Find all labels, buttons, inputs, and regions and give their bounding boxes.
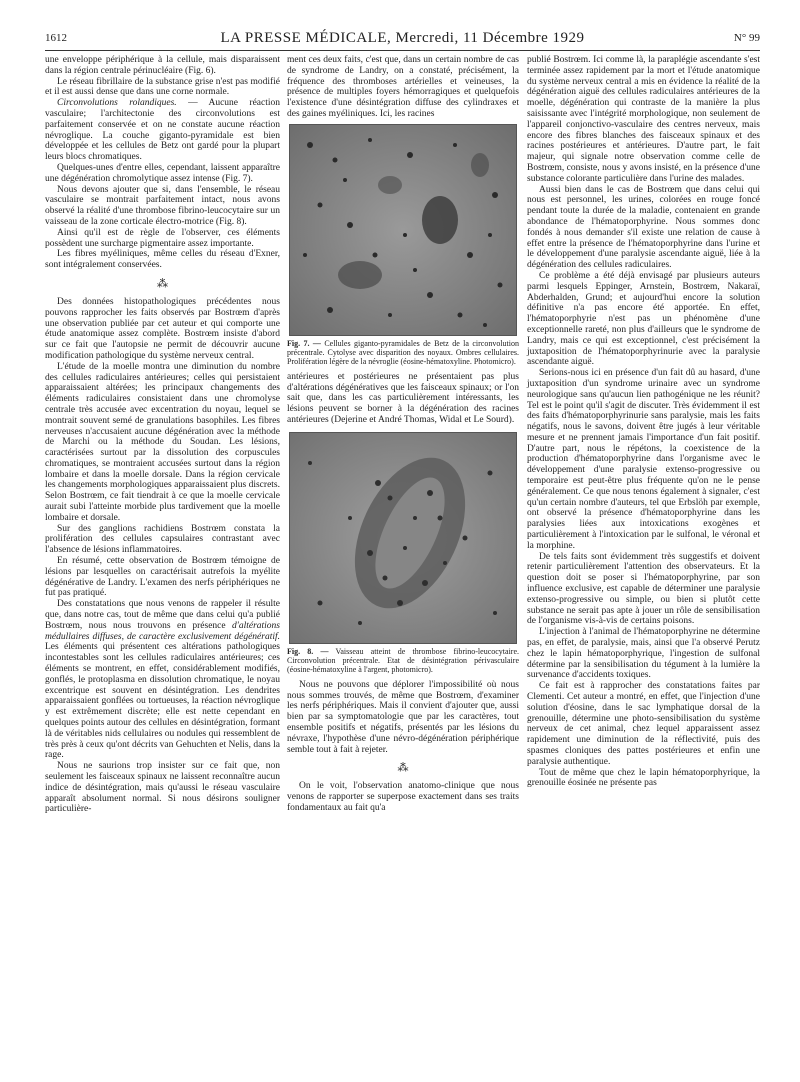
paragraph [45,98,280,163]
caption-text: Vaisseau atteint de thrombose fibrino-leucocytaire. Circonvolution précentrale. Etat de désintégration périvasculaire (éosine-hématoxyline à l'argent, photomicro). [287,646,519,674]
section-separator: ⁂ [157,277,168,290]
figure-label: Fig. 8. — [287,646,329,656]
column-right [527,55,760,789]
page-header [45,30,760,50]
photomicrograph-image [290,125,516,335]
paragraph: Nous devons ajouter que si, dans l'ensemble, le réseau vasculaire se montrait parfaitement intact, nous avons observé la réalité d'une thrombose fibrino-leucocytaire sur un vaisseau de la zone corticale électro-motrice (Fig. 8). [45,184,280,227]
paragraph: publié Bostrœm. Ici comme là, la paraplégie ascendante s'est terminée assez rapidement par la mort et l'étude anatomique du système nerveux central a mis en évidence la réalité de la dégénération aiguë des cellules radiculaires antérieures de la moelle, dégénération qui contraste de la manière la plus saisissante avec l'intégrité morphologique, non seulement de l'appareil conjonctivo-vasculaire des centres nerveux, mais encore des fibres blanches des faisceaux spinaux et des racines postérieures et antérieures. D'autre part, le fait majeur, qui signale notre observation comme celle de Bostrœm, consiste, nous y avons insisté, en la présence d'une substance colorante particulière dans l'urine des malades. [527,55,760,184]
paragraph: Des données histopathologiques précédentes nous pouvons rapprocher les faits observés par Bostrœm d'après une observation publiée par cet auteur et qui comporte une étude anatomique assez complète. Bostrœm insiste d'abord sur ce fait que l'autopsie ne permit de découvrir aucune modification pathologique du système nerveux central. [45,296,280,361]
header-rule [45,50,760,51]
paragraph: On le voit, l'observation anatomo-clinique que nous venons de rapporter se superpose exactement dans ses traits fondamentaux au fait qu'a [287,781,519,813]
paragraph: En résumé, cette observation de Bostrœm témoigne de lésions par lesquelles on caractérisait autrefois la myélite dégénérative de Landry. L'examen des nerfs périphériques ne fut pas pratiqué. [45,556,280,599]
paragraph: Ce fait est à rapprocher des constatations faites par Clementi. Cet auteur a montré, en effet, que l'injection d'une solution d'éosine, dans le sac lymphatique dorsal de la grenouille, détermine une photo-sensibilisation du système nerveux de cet animal, chez lequel apparaissent assez rapidement une diminution de la réflectivité, puis des spasmes cloniques des pattes postérieures et enfin une paralysie authentique. [527,681,760,767]
paragraph [45,599,280,761]
paragraph: ment ces deux faits, c'est que, dans un certain nombre de cas de syndrome de Landry, on a constaté, précisément, la fréquence des thromboses artérielles et veineuses, la présence de multiples foyers hémorragiques et quelquefois l'existence d'une désintégration diffuse des cylindraxes et des gaines myéliniques. Ici, les racines [287,55,519,119]
paragraph: L'injection à l'animal de l'hématoporphyrine ne détermine pas, en effet, de paralysie, mais, ainsi que l'a observé Perutz chez le lapin hématoporphyrique, l'ingestion de sulfonal détermine par la sensibilisation du tégument à la lumière la survenance d'accidents toxiques. [527,627,760,681]
emphasis-text: d'altérations médullaires diffuses, de caractère exclusivement dégénératif. [45,620,280,642]
paragraph-text: Les éléments qui présentent ces altérations pathologiques incontestables sont les cellules radiculaires antérieures; ces éléments se montrent, en effet, considérablement modifiés, gonflés, le protoplasma en dissolution chromatique, le noyau excentrique est souvent en désintégration. Les dendrites apparaissaient gonflées ou tortueuses, la réaction névroglique y est extrêmement discrète; elle est nette cependant en quelques points autour des cellules en désintégration, formant là de véritables nids cellulaires ou nodules qui ressemblent de très près à ceux qu'ont décrits van Gehuchten et Nelis, dans la rage. [45,642,280,761]
figure-8-photomicrograph [289,432,517,644]
paragraph: De tels faits sont évidemment très suggestifs et doivent retenir particulièrement l'attention des observateurs. Et la question doit se poser si l'hématoporphyrine, par son influence exclusive, est capable de déterminer une paralysie extenso-progressive ou simple, ou bien si plutôt cette substance ne serait pas apte à jouer un rôle de sensibilisation de l'organisme vis-à-vis de certains poisons. [527,551,760,627]
paragraph: Les fibres myéliniques, même celles du réseau d'Exner, sont intégralement conservées. [45,249,280,271]
caption-text: Cellules giganto-pyramidales de Betz de la circonvolution précentrale. Cytolyse avec disparition des noyaux. Ombres cellulaires. Prolifération légère de la névroglie (éosine-hématoxyline. Photomicro). [287,338,519,366]
paragraph: Ainsi qu'il est de règle de l'observer, ces éléments possèdent une surcharge pigmentaire assez importante. [45,227,280,249]
section-heading: Circonvolutions rolandiques. [57,98,177,109]
column-middle [287,55,519,814]
section-separator: ⁂ [397,762,409,775]
paragraph: Ce problème a été déjà envisagé par plusieurs auteurs parmi lesquels Eppinger, Arnstein, Bostrœm, Nakaraï, Abderhalden, Grund; et aujourd'hui encore la solution définitive n'a pas encore été apportée. En effet, l'hématoporphyrie n'est pas un phénomène d'une exceptionnelle rareté, non plus d'ailleurs que le syndrome de Landry, mais ce qui est exceptionnel, c'est précisément la juxtaposition de l'hématoporphyrinurie avec la paralysie ascendante aiguë. [527,270,760,368]
paragraph: Nous ne pouvons que déplorer l'impossibilité où nous nous sommes trouvés, de même que Bostrœm, d'examiner les nerfs périphériques. Mais il convient d'ajouter que, aussi bien par sa symptomatologie que par les caractères, tout ensemble positifs et négatifs, présentés par les lésions du névraxe, l'hypothèse d'une névro-dégénération périphérique semble tout à fait à rejeter. [287,679,519,755]
issue-number: N° 99 [733,32,760,44]
paragraph: Serions-nous ici en présence d'un fait dû au hasard, d'une juxtaposition d'un syndrome urinaire avec un syndrome neurologique sans qu'aucun lien pathogénique ne les réunit? Tel est le point qu'il s'agit de discuter. Très évidemment il est des faits d'hématoporphyrinurie sans paralysie, mais les faits négatifs, nous le savons, doivent être jugés à leur véritable mesure et ne prennent jamais l'importance d'un fait positif. D'autre part, nous le répétons, la coexistence de la production d'hématoporphyrine dans l'organisme avec le développement d'une paralysie extenso-progressive ou temporaire est peut-être plus fréquente qu'on ne le pense généralement. Ce que nous tenons également à signaler, c'est qu'un certain nombre d'auteurs, tel que Erbslöh par exemple, ont observé la présence d'hématoporphyrine dans les paralysies liées aux intoxications exogènes et particulièrement à l'intoxication par le sulfonal, le véronal et la morphine. [527,368,760,551]
paragraph: Quelques-unes d'entre elles, cependant, laissent apparaître une dégénération chromolytique assez intense (Fig. 7). [45,162,280,184]
figure-8-caption [287,647,519,674]
paragraph: Le réseau fibrillaire de la substance grise n'est pas modifié et il est aussi dense que dans une corne normale. [45,76,280,98]
paragraph: Nous ne saurions trop insister sur ce fait que, non seulement les faisceaux spinaux ne laissent reconnaître aucun indice de désintégration, mais qu'aussi le réseau vasculaire apparaît absolument normal. Si nous désirons souligner particulière- [45,761,280,815]
figure-7-photomicrograph [289,124,517,336]
paragraph-text: — Aucune réaction vasculaire; l'architectonie des circonvolutions est parfaitement conservée et on ne constate aucune réaction névroglique. La couche giganto-pyramidale est bien développée et les cellules de Betz ont gardé pour la plupart leurs blocs chromatiques. [45,98,280,163]
paragraph: antérieures et postérieures ne présentaient pas plus d'altérations dégénératives que les faisceaux spinaux; or l'on sait que, dans les cas particulièrement intéressants, les lésions peuvent se borner à la dégénération des racines antérieures (Dejerine et André Thomas, Widal et Le Sourd). [287,371,519,425]
paragraph: Sur des ganglions rachidiens Bostrœm constata la prolifération des cellules capsulaires contrastant avec l'absence de lésions inflammatoires. [45,523,280,556]
paragraph-text: Des constatations que nous venons de rappeler il résulte que, dans notre cas, tout de même que dans celui qu'a publié Bostrœm, nous nous trouvons en présence [45,599,280,631]
paragraph: Aussi bien dans le cas de Bostrœm que dans celui qui nous est personnel, les urines, colorées en rouge foncé pendant toute la durée de la maladie, contenaient en grande abondance de l'hématoporphyrine. Nous sommes donc fondés à nous demander s'il existe une relation de cause à effet entre la présence de l'hématoporphyrine dans l'urine et le développement d'une paralysie ascendante aiguë, liée à la dégénération des cellules radiculaires. [527,184,760,271]
journal-title: LA PRESSE MÉDICALE, Mercredi, 11 Décembre 1929 [220,30,585,46]
page-number: 1612 [45,32,67,44]
figure-label: Fig. 7. — [287,338,321,348]
paragraph: une enveloppe périphérique à la cellule, mais disparaissent dans la région centrale périnucléaire (Fig. 6). [45,55,280,76]
photomicrograph-image [290,433,516,643]
figure-7-caption [287,339,519,366]
column-left [45,55,280,815]
paragraph: L'étude de la moelle montra une diminution du nombre des cellules radiculaires antérieures; celles qui persistaient apparaissaient altérées; les principaux changements des éléments radiculaires consistaient dans une chromolyse centrale très accusée avec excentration du noyau, lequel se montrait souvent semé de granulations basophiles. Les fibres nerveuses n'accusaient aucune dégénération avec la méthode de Marchi ou la méthode du Soudan. Les lésions, caractérisées surtout par la dissolution des corpuscules chromatiques, se montraient accusées surtout dans la région lombaire et dans la moelle dorsale. Dans la région cervicale les changements morphologiques apparaissaient plus discrets. Selon Bostrœm, ce fait tiendrait à ce que la moelle cervicale aurait subi l'atteinte morbide plus tardivement que la moelle lombaire et dorsale. [45,361,280,523]
paragraph: Tout de même que chez le lapin hématoporphyrique, la grenouille éosinée ne présente pas [527,767,760,789]
